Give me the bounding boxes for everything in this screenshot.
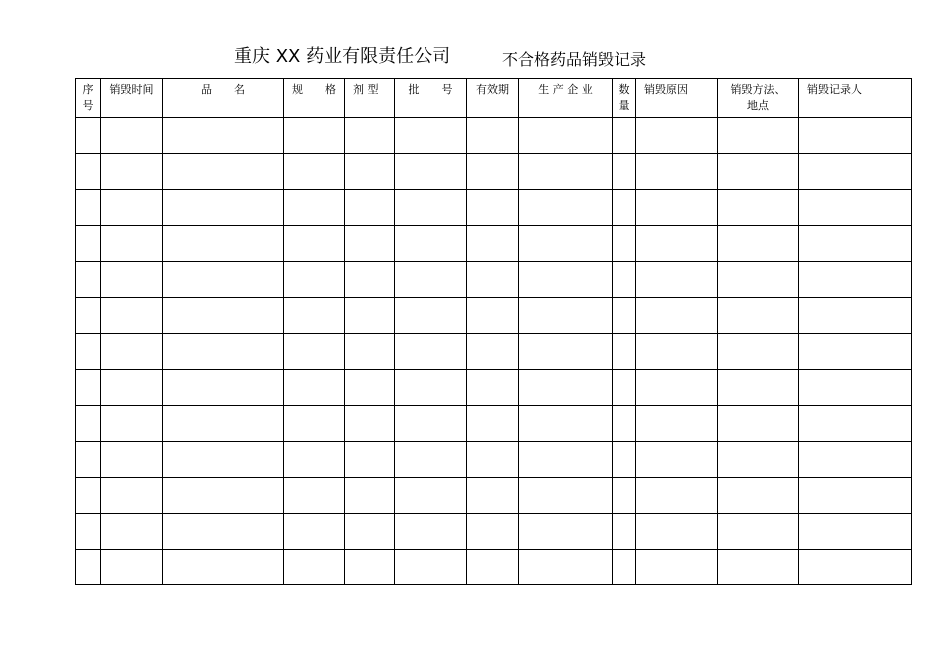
table-body [76,118,912,585]
table-cell-seq[interactable] [76,478,101,514]
table-cell-recorder[interactable] [799,478,912,514]
table-row [76,298,912,334]
table-cell-quantity[interactable] [613,406,636,442]
destruction-record-table [75,78,912,585]
table-cell-expiry[interactable] [467,118,519,154]
table-cell-spec[interactable] [284,118,345,154]
column-header-manufacturer: 生 产 企 业 [519,79,613,118]
table-cell-seq[interactable] [76,370,101,406]
table-cell-reason[interactable] [636,478,718,514]
table-cell-reason[interactable] [636,514,718,550]
table-cell-reason[interactable] [636,442,718,478]
table-cell-dosage-form[interactable] [345,442,395,478]
table-cell-method-location[interactable] [718,370,799,406]
table-cell-destroy-time[interactable] [101,262,163,298]
table-cell-reason[interactable] [636,334,718,370]
table-row [76,334,912,370]
table-cell-seq[interactable] [76,406,101,442]
table-cell-quantity[interactable] [613,478,636,514]
table-cell-manufacturer[interactable] [519,118,613,154]
table-cell-method-location[interactable] [718,442,799,478]
table-cell-spec[interactable] [284,370,345,406]
table-cell-recorder[interactable] [799,550,912,585]
table-cell-method-location[interactable] [718,334,799,370]
table-cell-spec[interactable] [284,550,345,585]
table-cell-recorder[interactable] [799,406,912,442]
table-cell-destroy-time[interactable] [101,226,163,262]
table-cell-product-name[interactable] [163,190,284,226]
table-cell-product-name[interactable] [163,478,284,514]
table-cell-destroy-time[interactable] [101,154,163,190]
table-cell-product-name[interactable] [163,154,284,190]
table-cell-recorder[interactable] [799,442,912,478]
table-cell-dosage-form[interactable] [345,226,395,262]
table-cell-dosage-form[interactable] [345,190,395,226]
table-cell-product-name[interactable] [163,550,284,585]
table-cell-spec[interactable] [284,226,345,262]
table-cell-reason[interactable] [636,406,718,442]
table-cell-method-location[interactable] [718,262,799,298]
column-header-product-name: 品 名 [163,79,284,118]
table-cell-batch-no[interactable] [395,370,467,406]
table-cell-batch-no[interactable] [395,478,467,514]
form-title: 不合格药品销毁记录 [502,50,647,69]
table-cell-product-name[interactable] [163,226,284,262]
table-cell-quantity[interactable] [613,514,636,550]
table-cell-recorder[interactable] [799,370,912,406]
table-cell-recorder[interactable] [799,154,912,190]
table-cell-batch-no[interactable] [395,406,467,442]
column-header-spec: 规 格 [284,79,345,118]
table-row [76,370,912,406]
table-cell-quantity[interactable] [613,298,636,334]
table-cell-seq[interactable] [76,550,101,585]
table-cell-seq[interactable] [76,298,101,334]
table-cell-expiry[interactable] [467,550,519,585]
table-cell-product-name[interactable] [163,262,284,298]
table-cell-batch-no[interactable] [395,262,467,298]
table-cell-recorder[interactable] [799,118,912,154]
table-cell-manufacturer[interactable] [519,442,613,478]
table-row [76,118,912,154]
table-cell-spec[interactable] [284,406,345,442]
table-cell-recorder[interactable] [799,190,912,226]
table-cell-destroy-time[interactable] [101,406,163,442]
table-cell-spec[interactable] [284,190,345,226]
table-cell-product-name[interactable] [163,298,284,334]
table-cell-batch-no[interactable] [395,334,467,370]
table-cell-product-name[interactable] [163,370,284,406]
table-cell-manufacturer[interactable] [519,298,613,334]
table-cell-spec[interactable] [284,154,345,190]
table-cell-quantity[interactable] [613,550,636,585]
table-row [76,154,912,190]
table-cell-spec[interactable] [284,298,345,334]
table-cell-dosage-form[interactable] [345,334,395,370]
table-cell-spec[interactable] [284,514,345,550]
column-header-recorder: 销毁记录人 [799,79,912,118]
table-cell-product-name[interactable] [163,334,284,370]
table-cell-method-location[interactable] [718,190,799,226]
table-cell-method-location[interactable] [718,514,799,550]
table-cell-dosage-form[interactable] [345,118,395,154]
table-cell-reason[interactable] [636,226,718,262]
table-cell-expiry[interactable] [467,370,519,406]
table-cell-destroy-time[interactable] [101,550,163,585]
table-cell-quantity[interactable] [613,334,636,370]
table-cell-expiry[interactable] [467,334,519,370]
table-cell-destroy-time[interactable] [101,370,163,406]
table-row [76,226,912,262]
table-cell-expiry[interactable] [467,262,519,298]
table-cell-dosage-form[interactable] [345,370,395,406]
table-cell-dosage-form[interactable] [345,406,395,442]
table-cell-seq[interactable] [76,118,101,154]
table-cell-reason[interactable] [636,262,718,298]
table-cell-expiry[interactable] [467,154,519,190]
table-cell-quantity[interactable] [613,118,636,154]
table-cell-method-location[interactable] [718,298,799,334]
table-cell-manufacturer[interactable] [519,190,613,226]
table-cell-manufacturer[interactable] [519,262,613,298]
table-cell-destroy-time[interactable] [101,334,163,370]
table-cell-quantity[interactable] [613,262,636,298]
table-cell-manufacturer[interactable] [519,478,613,514]
column-header-destroy-time: 销毁时间 [101,79,163,118]
table-row [76,190,912,226]
column-header-seq: 序 号 [76,79,101,118]
table-cell-recorder[interactable] [799,334,912,370]
table-cell-expiry[interactable] [467,190,519,226]
table-cell-dosage-form[interactable] [345,478,395,514]
table-cell-dosage-form[interactable] [345,550,395,585]
company-title: 重庆 XX 药业有限责任公司 [234,46,451,67]
table-cell-seq[interactable] [76,334,101,370]
table-cell-batch-no[interactable] [395,550,467,585]
table-cell-method-location[interactable] [718,118,799,154]
table-cell-seq[interactable] [76,154,101,190]
table-cell-spec[interactable] [284,478,345,514]
table-cell-destroy-time[interactable] [101,478,163,514]
table-cell-destroy-time[interactable] [101,298,163,334]
table-cell-quantity[interactable] [613,154,636,190]
table-row [76,478,912,514]
table-cell-destroy-time[interactable] [101,514,163,550]
table-cell-batch-no[interactable] [395,226,467,262]
table-cell-seq[interactable] [76,442,101,478]
table-cell-manufacturer[interactable] [519,334,613,370]
table-cell-method-location[interactable] [718,226,799,262]
table-cell-reason[interactable] [636,118,718,154]
table-row [76,514,912,550]
table-cell-recorder[interactable] [799,262,912,298]
table-cell-method-location[interactable] [718,154,799,190]
table-cell-batch-no[interactable] [395,442,467,478]
table-cell-reason[interactable] [636,550,718,585]
table-cell-recorder[interactable] [799,226,912,262]
table-cell-seq[interactable] [76,262,101,298]
table-cell-manufacturer[interactable] [519,226,613,262]
table-cell-recorder[interactable] [799,298,912,334]
table-cell-product-name[interactable] [163,514,284,550]
column-header-batch-no: 批 号 [395,79,467,118]
table-cell-batch-no[interactable] [395,154,467,190]
table-row [76,406,912,442]
table-cell-reason[interactable] [636,154,718,190]
table-cell-quantity[interactable] [613,190,636,226]
table-cell-product-name[interactable] [163,406,284,442]
table-cell-seq[interactable] [76,514,101,550]
table-cell-recorder[interactable] [799,514,912,550]
table-cell-expiry[interactable] [467,442,519,478]
table-row [76,550,912,585]
table-cell-dosage-form[interactable] [345,262,395,298]
table-cell-reason[interactable] [636,190,718,226]
table-cell-destroy-time[interactable] [101,118,163,154]
column-header-method-location: 销毁方法、 地点 [718,79,799,118]
table-cell-manufacturer[interactable] [519,370,613,406]
table-cell-seq[interactable] [76,190,101,226]
table-cell-destroy-time[interactable] [101,190,163,226]
table-cell-manufacturer[interactable] [519,154,613,190]
column-header-expiry: 有效期 [467,79,519,118]
table-cell-quantity[interactable] [613,226,636,262]
table-cell-manufacturer[interactable] [519,514,613,550]
table-cell-batch-no[interactable] [395,190,467,226]
table-row [76,262,912,298]
table-cell-manufacturer[interactable] [519,406,613,442]
table-cell-reason[interactable] [636,298,718,334]
table-cell-method-location[interactable] [718,478,799,514]
table-cell-dosage-form[interactable] [345,298,395,334]
table-cell-dosage-form[interactable] [345,154,395,190]
table-cell-quantity[interactable] [613,370,636,406]
table-cell-expiry[interactable] [467,478,519,514]
table-cell-expiry[interactable] [467,406,519,442]
table-cell-dosage-form[interactable] [345,514,395,550]
table-cell-spec[interactable] [284,262,345,298]
column-header-quantity: 数 量 [613,79,636,118]
table-cell-batch-no[interactable] [395,118,467,154]
table-cell-expiry[interactable] [467,298,519,334]
table-cell-product-name[interactable] [163,118,284,154]
column-header-reason: 销毁原因 [636,79,718,118]
table-row [76,442,912,478]
table-cell-batch-no[interactable] [395,514,467,550]
table-cell-method-location[interactable] [718,550,799,585]
table-cell-destroy-time[interactable] [101,442,163,478]
table-cell-spec[interactable] [284,442,345,478]
table-cell-seq[interactable] [76,226,101,262]
table-cell-reason[interactable] [636,370,718,406]
table-cell-spec[interactable] [284,334,345,370]
table-cell-batch-no[interactable] [395,298,467,334]
table-cell-quantity[interactable] [613,442,636,478]
table-cell-expiry[interactable] [467,226,519,262]
table-cell-manufacturer[interactable] [519,550,613,585]
table-cell-product-name[interactable] [163,442,284,478]
table-cell-expiry[interactable] [467,514,519,550]
table-cell-method-location[interactable] [718,406,799,442]
table-header-row [76,79,912,118]
column-header-dosage-form: 剂 型 [345,79,395,118]
